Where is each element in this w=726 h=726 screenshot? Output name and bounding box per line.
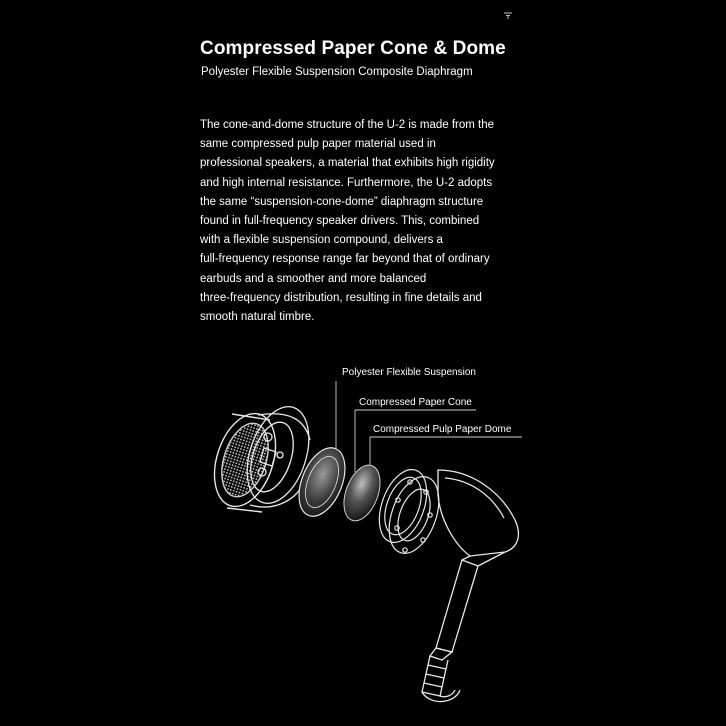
description-line: with a flexible suspension compound, delivers a — [200, 234, 443, 247]
callout-suspension: Polyester Flexible Suspension — [342, 367, 476, 378]
description-line: The cone-and-dome structure of the U-2 is made from the — [200, 119, 495, 131]
description-line: earbuds and a smoother and more balanced — [200, 272, 427, 285]
description-line: full-frequency response range far beyond that of ordinary — [200, 253, 490, 266]
page-title: Compressed Paper Cone & Dome — [200, 38, 506, 59]
description-line: the same “suspension-cone-dome” diaphragm structure — [200, 195, 484, 208]
rear-housing — [422, 470, 518, 702]
description-line: same compressed pulp paper material used in — [200, 138, 436, 151]
description-line: found in full-frequency speaker drivers. This, combined — [200, 215, 480, 228]
description-line: professional speakers, a material that exhibits high rigidity — [200, 157, 495, 170]
description-line: three-frequency distribution, resulting in fine details and — [200, 291, 482, 304]
callout-cone: Compressed Paper Cone — [359, 397, 472, 408]
description-line: and high internal resistance. Furthermore, the U-2 adopts — [200, 176, 493, 189]
description-line: smooth natural timbre. — [200, 311, 315, 324]
page-subtitle: Polyester Flexible Suspension Composite Diaphragm — [201, 66, 473, 78]
callout-dome: Compressed Pulp Paper Dome — [373, 424, 512, 435]
